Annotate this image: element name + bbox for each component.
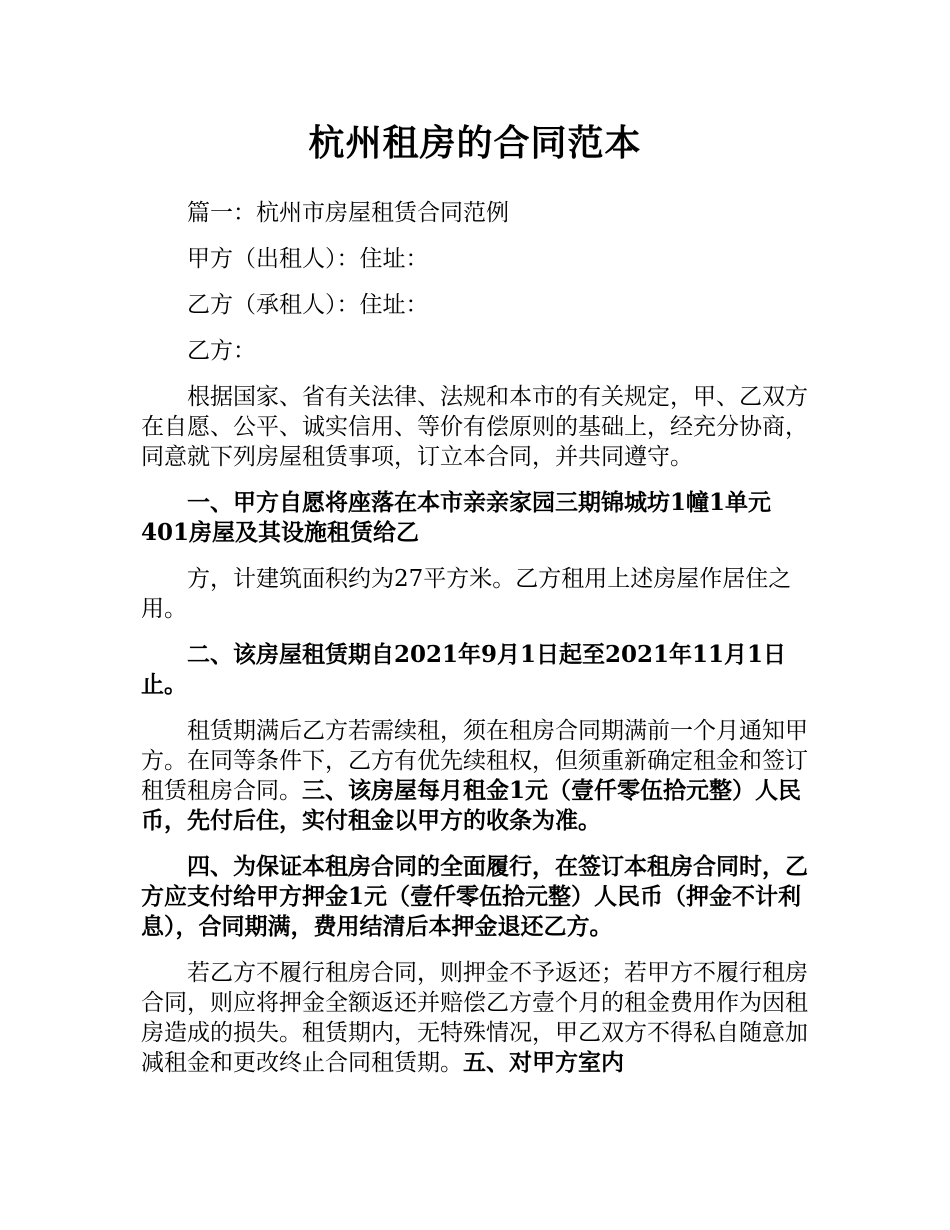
clause-2-text: 租赁期满后乙方若需续租，须在租房合同期满前一个月通知甲方。在同等条件下，乙方有优先续租权，但须重新确定租金和签订租赁租房合同。 (141, 718, 808, 804)
clause-4-text: 若乙方不履行租房合同，则押金不予返还；若甲方不履行租房合同，则应将押金全额返还并赔偿乙方壹个月的租金费用作为因租房造成的损失。租赁期内，无特殊情况，甲乙双方不得私自随意加减租金和更改终止合同租赁期。 (141, 960, 808, 1076)
clause-1-heading: 一、甲方自愿将座落在本市亲亲家园三期锦城坊1幢1单元401房屋及其设施租赁给乙 (141, 489, 772, 546)
clause-3-heading: 三、该房屋每月租金1元（壹仟零伍拾元整）人民币，先付后住，实付租金以甲方的收条为准。 (141, 777, 802, 834)
document-title: 杭州租房的合同范本 (308, 122, 642, 164)
document-body (141, 198, 809, 1094)
clause-5-heading: 五、对甲方室内 (463, 1049, 624, 1076)
party-b-line: 乙方（承租人）：住址： (187, 292, 429, 318)
clause-1-body: 方，计建筑面积约为27平方米。乙方租用上述房屋作居住之用。 (141, 566, 792, 622)
clause-2-heading: 二、该房屋租赁期自2021年9月1日起至2021年11月1日止。 (141, 641, 787, 698)
section-heading: 篇一：杭州市房屋租赁合同范例 (187, 200, 509, 226)
clause-4-heading: 四、为保证本租房合同的全面履行，在签订本租房合同时，乙方应支付给甲方押金1元（壹仟零伍拾元整）人民币（押金不计利息），合同期满，费用结清后本押金退还乙方。 (141, 853, 808, 940)
preamble-paragraph: 根据国家、省有关法律、法规和本市的有关规定，甲、乙双方在自愿、公平、诚实信用、等价有偿原则的基础上，经充分协商，同意就下列房屋租赁事项，订立本合同，并共同遵守。 (141, 384, 808, 470)
clause-2-body (141, 716, 809, 836)
party-b-short-line: 乙方： (187, 338, 256, 364)
party-a-line: 甲方（出租人）：住址： (187, 246, 429, 272)
clause-4-body (141, 958, 809, 1078)
